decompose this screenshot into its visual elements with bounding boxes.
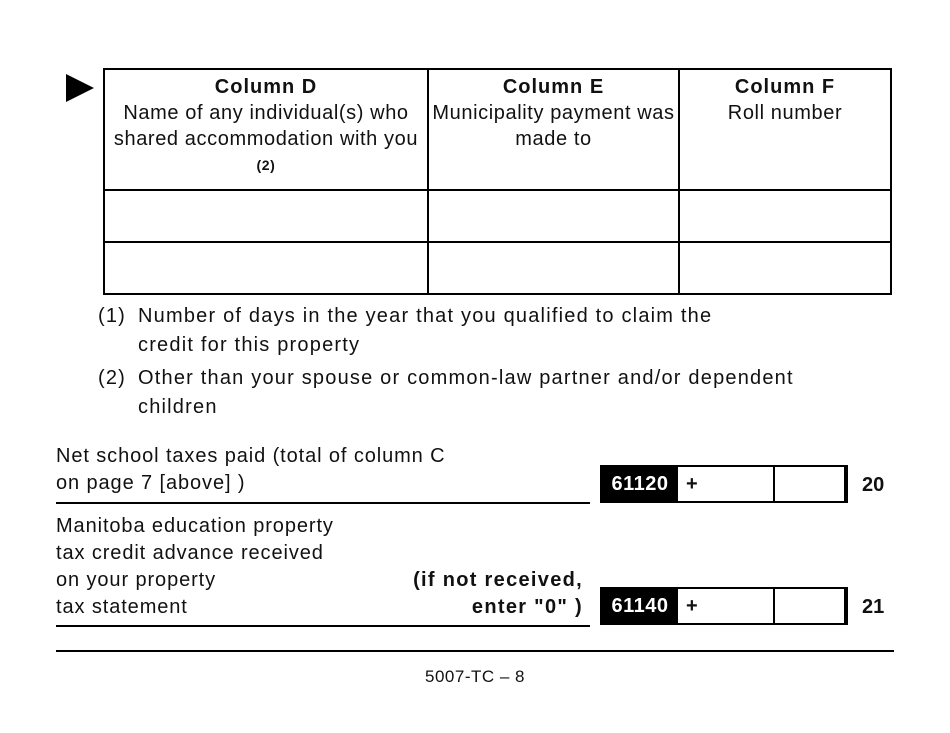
line-21-code: 61140 (602, 589, 678, 623)
table-header-row (104, 69, 891, 190)
line-21-rule (56, 625, 590, 627)
column-d-note-ref: (2) (256, 157, 276, 173)
line-21-label (56, 513, 334, 621)
net-school-taxes-cents-input[interactable] (775, 467, 846, 501)
table-cell-column-d[interactable] (104, 190, 428, 242)
table-row (104, 190, 891, 242)
line-20-rule (56, 502, 590, 504)
page-footer: 5007-TC – 8 (425, 667, 525, 686)
line-21-label-text: Manitoba education property (56, 515, 334, 537)
roll-number-input[interactable] (680, 191, 890, 241)
footnote-1-line1: Number of days in the year that you qualified to claim the (138, 305, 713, 327)
footnote-2-line1: Other than your spouse or common-law partner and/or dependent (138, 367, 794, 389)
shared-accommodation-name-input[interactable] (105, 191, 427, 241)
column-e-heading: Column E (502, 76, 605, 98)
column-f-text: Roll number (727, 102, 843, 124)
table-cell-column-f[interactable] (679, 190, 891, 242)
net-school-taxes-input[interactable] (704, 467, 775, 501)
column-d-header (104, 69, 428, 190)
table-row (104, 242, 891, 294)
footnote-1 (98, 302, 898, 360)
line-21-label-text: tax credit advance received (56, 542, 324, 564)
footnote-2-number: (2) (98, 367, 127, 389)
pointer-arrow-icon (66, 74, 94, 102)
column-f-header (679, 69, 891, 190)
table-cell-column-d[interactable] (104, 242, 428, 294)
roll-number-input[interactable] (680, 243, 890, 293)
education-property-tax-credit-cents-input[interactable] (775, 589, 846, 623)
table-cell-column-f[interactable] (679, 242, 891, 294)
line-20-field (600, 465, 848, 503)
footnote-2-line2: children (138, 396, 218, 418)
line-20-number: 20 (862, 474, 885, 496)
footer-divider (56, 650, 894, 652)
line-21-instruction-text: enter "0" ) (471, 596, 583, 618)
line-21-label-text: on your property (56, 569, 217, 591)
footnote-1-line2: credit for this property (138, 334, 361, 356)
column-d-heading: Column D (214, 76, 318, 98)
line-20-label-text: Net school taxes paid (total of column C (56, 445, 446, 467)
table-cell-column-e[interactable] (428, 190, 679, 242)
line-20-label (56, 443, 446, 497)
column-f-heading: Column F (734, 76, 836, 98)
line-21-label-text: tax statement (56, 596, 188, 618)
column-e-text: Municipality payment was made to (432, 102, 675, 150)
line-21-field (600, 587, 848, 625)
line-21-instruction-text: (if not received, (413, 569, 583, 591)
municipality-input[interactable] (429, 243, 678, 293)
line-20-label-text: on page 7 [above] ) (56, 472, 246, 494)
shared-accommodation-name-input[interactable] (105, 243, 427, 293)
accommodation-table (103, 68, 892, 295)
line-21-instruction (380, 567, 583, 621)
footnote-2 (98, 364, 898, 422)
line-21-plus-sign: + (686, 594, 698, 617)
footnote-1-number: (1) (98, 305, 127, 327)
column-d-text: Name of any individual(s) who shared accommodation with you (113, 102, 419, 150)
education-property-tax-credit-input[interactable] (704, 589, 775, 623)
table-cell-column-e[interactable] (428, 242, 679, 294)
line-20-plus-sign: + (686, 472, 698, 495)
line-20-code: 61120 (602, 467, 678, 501)
column-e-header (428, 69, 679, 190)
line-21-number: 21 (862, 596, 885, 618)
municipality-input[interactable] (429, 191, 678, 241)
